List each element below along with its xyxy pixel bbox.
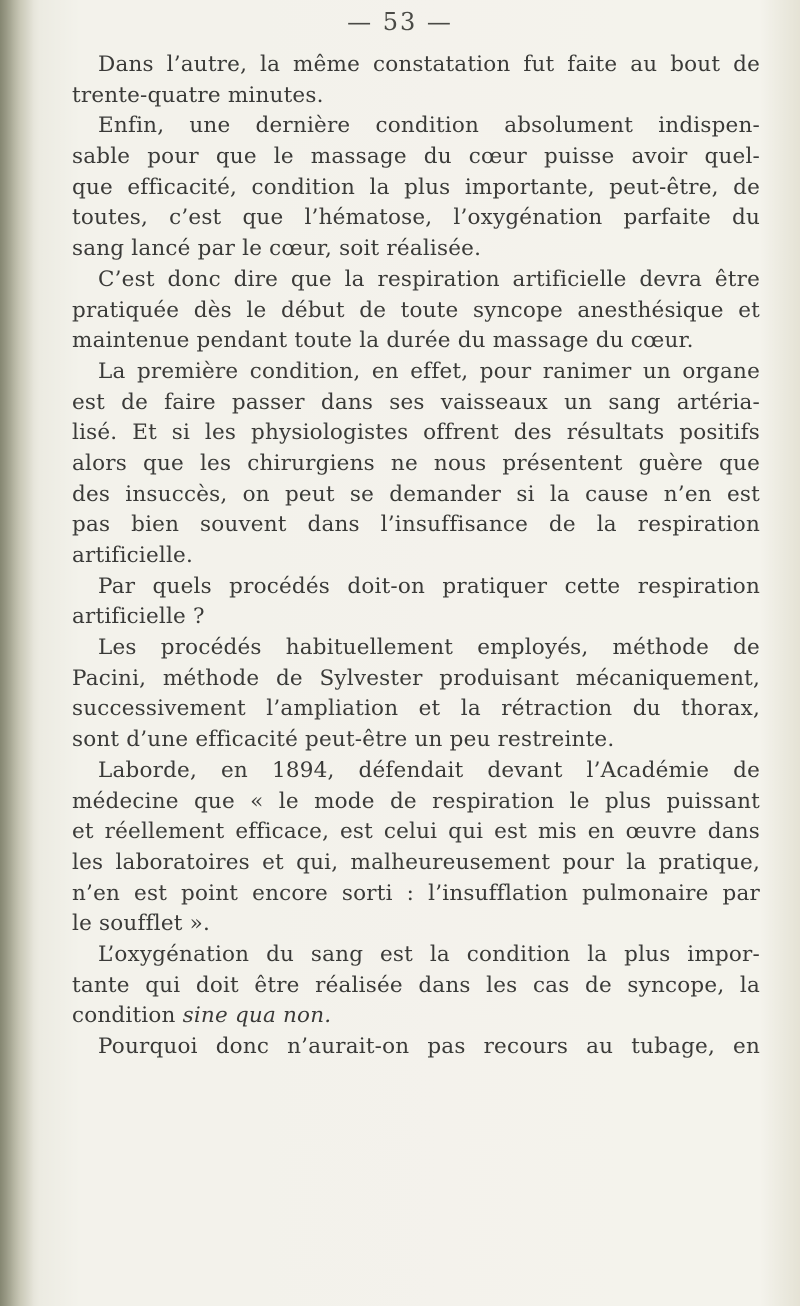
text-line <box>72 787 760 818</box>
text-line-content: lisé. Et si les physiologistes offrent des résultats positifs <box>72 420 760 446</box>
text-line <box>72 1001 760 1032</box>
text-line-content: que efficacité, condition la plus importante, peut-être, de <box>72 174 760 200</box>
text-line <box>72 111 760 142</box>
text-line <box>72 418 760 449</box>
text-line-content: Par quels procédés doit-on pratiquer cette respiration <box>98 573 760 599</box>
text-line-content: des insuccès, on peut se demander si la cause n’en est <box>72 481 760 507</box>
text-line-content: successivement l’ampliation et la rétraction du thorax, <box>72 696 760 722</box>
text-line <box>72 510 760 541</box>
text-line-content: toutes, c’est que l’hématose, l’oxygénation parfaite du <box>72 205 760 231</box>
text-line-content: condition <box>72 1003 183 1029</box>
text-line <box>72 971 760 1002</box>
text-line-content: Les procédés habituellement employés, méthode de <box>98 635 760 661</box>
text-line-content: trente-quatre minutes. <box>72 82 324 108</box>
text-line <box>72 326 760 357</box>
text-line-content: C’est donc dire que la respiration artificielle devra être <box>98 266 760 292</box>
text-line <box>72 602 760 633</box>
text-line <box>72 50 760 81</box>
text-line-content: n’en est point encore sorti : l’insufflation pulmonaire par <box>72 880 760 906</box>
text-line <box>72 449 760 480</box>
binding-shadow <box>0 0 34 1306</box>
text-line <box>72 909 760 940</box>
text-line <box>72 234 760 265</box>
text-line <box>72 296 760 327</box>
text-line-content: Laborde, en 1894, défendait devant l’Académie de <box>98 757 760 783</box>
text-line <box>72 388 760 419</box>
page-edge <box>760 0 800 1306</box>
text-line <box>72 664 760 695</box>
text-line <box>72 81 760 112</box>
text-line <box>72 725 760 756</box>
text-line-content: Pourquoi donc n’aurait-on pas recours au tubage, en <box>98 1034 760 1059</box>
text-line-content: sable pour que le massage du cœur puisse avoir quel- <box>72 144 760 170</box>
text-line-content: pas bien souvent dans l’insuffisance de la respiration <box>72 512 760 538</box>
text-line <box>72 633 760 664</box>
text-line <box>72 203 760 234</box>
italic-phrase: sine qua non. <box>182 1003 332 1029</box>
text-line-content: Enfin, une dernière condition absolument indispen- <box>98 113 760 139</box>
page-number: — 53 — <box>347 8 453 36</box>
text-line-content: tante qui doit être réalisée dans les cas de syncope, la <box>72 972 760 998</box>
text-line-content: sont d’une efficacité peut-être un peu restreinte. <box>72 727 615 753</box>
text-line-content: est de faire passer dans ses vaisseaux un sang artéria- <box>72 389 760 415</box>
text-line-content: sang lancé par le cœur, soit réalisée. <box>72 236 482 262</box>
text-line <box>72 940 760 971</box>
text-line <box>72 480 760 511</box>
text-line <box>72 572 760 603</box>
text-line <box>72 541 760 572</box>
text-line <box>72 848 760 879</box>
text-line-content: artificielle. <box>72 543 193 568</box>
text-line-content: maintenue pendant toute la durée du massage du cœur. <box>72 328 694 354</box>
text-line <box>72 756 760 787</box>
text-line-content: alors que les chirurgiens ne nous présentent guère que <box>72 450 760 476</box>
text-line-content: pratiquée dès le début de toute syncope anesthésique et <box>72 297 760 323</box>
text-line <box>72 817 760 848</box>
text-line-content: et réellement efficace, est celui qui est mis en œuvre dans <box>72 819 760 845</box>
text-line <box>72 879 760 910</box>
text-line <box>72 142 760 173</box>
text-line <box>72 173 760 204</box>
text-line <box>72 265 760 296</box>
text-line-content: L’oxygénation du sang est la condition la plus impor- <box>98 941 760 967</box>
text-line <box>72 1032 760 1063</box>
body-text <box>72 50 760 1063</box>
text-line <box>72 694 760 725</box>
text-line-content: Pacini, méthode de Sylvester produisant mécaniquement, <box>72 665 760 691</box>
text-line <box>72 357 760 388</box>
text-line-content: Dans l’autre, la même constatation fut faite au bout de <box>98 52 760 77</box>
text-line-content: artificielle ? <box>72 604 205 630</box>
text-line-content: les laboratoires et qui, malheureusement pour la pratique, <box>72 849 760 875</box>
text-line-content: le soufflet ». <box>72 911 211 937</box>
text-line-content: médecine que « le mode de respiration le plus puissant <box>72 788 760 814</box>
text-line-content: La première condition, en effet, pour ranimer un organe <box>98 358 760 384</box>
